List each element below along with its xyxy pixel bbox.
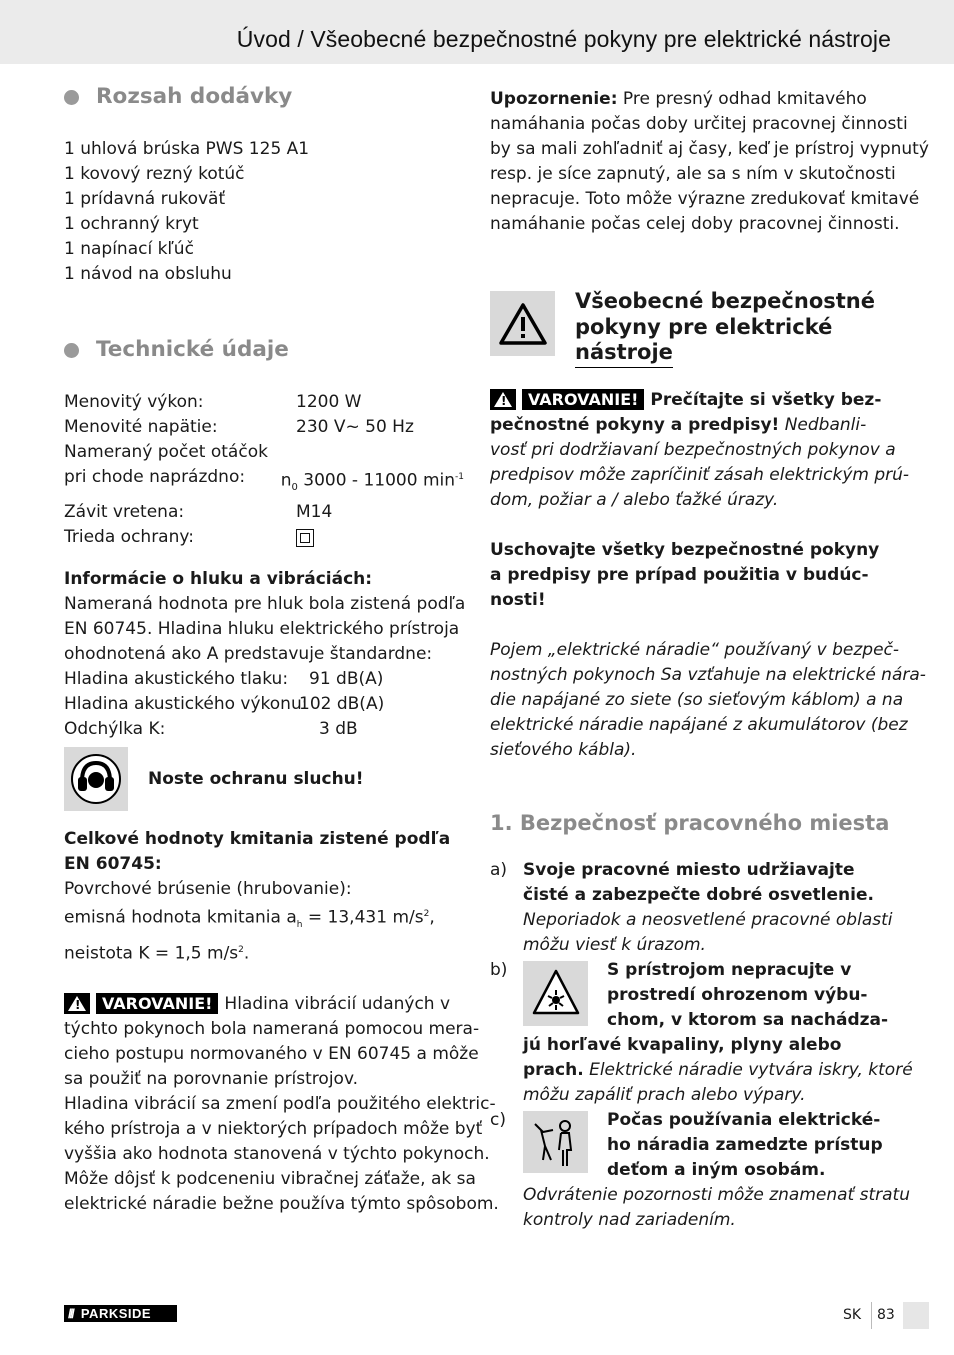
table-row: Hladina akustického tlaku: 91 dB(A) <box>64 669 384 690</box>
table-row: Menovitý výkon: 1200 W <box>64 392 362 412</box>
page-title: Úvod / Všeobecné bezpečnostné pokyny pre elektrické nástroje <box>236 26 891 52</box>
list-item: a) Svoje pracovné miesto udržiavajte čisté a zabezpečte dobré osvetlenie. Neporiadok a neosvetlené pracovné oblasti môžu viesť k úrazom. <box>490 859 893 955</box>
warning-badge: VAROVANIE! <box>96 993 218 1014</box>
explosion-hazard-icon <box>523 961 588 1026</box>
page-tab-marker <box>903 1302 929 1329</box>
tech-table <box>64 390 464 550</box>
warning-triangle-icon: ! <box>490 389 516 410</box>
list-item: b) S prístrojom nepracujte v prostredí ohrozenom výbu- chom, v ktorom sa nachádza- jú horľavé kvapaliny, plyny alebo prach. Elektrické náradie vytvára iskry, ktoré môžu zapáliť prach alebo výpary. <box>490 959 913 1105</box>
warning-badge: VAROVANIE! <box>522 389 644 410</box>
list-item: 1 napínací kľúč <box>64 239 194 259</box>
table-row: Závit vretena: M14 <box>64 502 333 523</box>
list-item: 1 návod na obsluhu <box>64 264 232 284</box>
list-item: 1 uhlová brúska PWS 125 A1 <box>64 139 310 159</box>
table-row: Trieda ochrany: <box>64 525 464 550</box>
language-code: SK <box>843 1307 862 1323</box>
divider <box>871 1302 872 1329</box>
table-row: Hladina akustického výkonu: 102 dB(A) <box>64 694 385 715</box>
left-column: Rozsah dodávky 1 uhlová brúska PWS 125 A1 1 kovový rezný kotúč 1 prídavná rukoväť 1 ochranný kryt 1 napínací kľúč 1 návod na obsluhu Technické údaje Menovitý výkon: 1200 W Menovité napätie: 230 V~ 50 Hz Nameraný počet otáčok pri chode naprázdno: $n_0$ 3000 - 11000 $\min^{-1}$ Závit vretena: M14 Trieda ochrany: Informácie o hluku a vibráciách: Nameraná hodnota pre hluk bola zistená podľa EN 60745. Hladina hluku elektrického prístroja ohodnotená ako A predstavuje štandardne: Hladina akustického tlaku: 91 dB(A) Hladina akustického výkonu: 102 dB(A) Odchýlka K: 3 dB Noste ochranu sluchu! Celkové hodnoty kmitania zistené podľa EN 60745: Povrchové brúsenie (hrubovanie): emisná hodnota kmitania $a_h = 13,431$ $m/s^2$, neistota K = 1,5 $m/s^2$. ! VAROVANIE! Hladina vibrácií udaných v týchto pokynoch bola nameraná pomocou mera- cieho postupu normovaného v EN 60745 a môže sa použiť na porovnanie prístrojov. Hladina vibrácií sa zmení podľa použitého elektric- kého prístroja a v niektorých prípadoch môže byť vyššia ako hodnota stanovená v týchto pokynoch. Môže dôjsť k podceneniu vibračnej záťaže, ak sa elektrické náradie bežne používa týmto spôsobom. <box>64 84 499 1214</box>
right-column: Upozornenie: Pre presný odhad kmitavého namáhania počas doby určitej pracovnej činnosti by sa mali zohľadniť aj časy, keď je prístroj vypnutý resp. je síce zapnutý, ale sa s ním v skutočnosti nepracuje. Toto môže výrazne zredukovať kmitavé namáhanie počas celej doby pracovnej činnosti. Všeobecné bezpečnostné pokyny pre elektrické nástroje ! VAROVANIE! Prečítajte si všetky bez- pečnostné pokyny a predpisy! Nedbanli- vosť pri dodržiavaní bezpečnostných pokynov a predpisov môže zapríčiniť zásah elektrickým prú- dom, požiar a / alebo ťažké úrazy. Uschovajte všetky bezpečnostné pokyny a predpisy pre prípad použitia v budúc- nosti! Pojem „elektrické náradie“ používaný v bezpeč- nostných pokynoch Sa vzťahuje na elektrické nára- die napájané zo siete (so sieťovým káblom) a na elektrické náradie napájané z akumulátorov (bez sieťového kábla). 1. Bezpečnosť pracovného miesta a) Svoje pracovné miesto udržiavajte čisté a zabezpečte dobré osvetlenie. Neporiadok a neosvetlené pracovné oblasti môžu viesť k úrazom. b) S prístrojom nepracujte v prostredí ohrozenom výbu- chom, v ktorom sa nachádza- jú horľavé kvapaliny, plyny alebo prach. Elektrické náradie vytvára iskry, ktoré môžu zapáliť prach alebo výpary. c) Počas používania elektrické- ho náradia zamedzte prístup deťom a iným osobám. Odvrátenie pozornosti môže znamenať stratu kontroly nad zariadením. <box>490 87 890 1233</box>
bullet-icon <box>64 90 79 105</box>
general-warning: ! VAROVANIE! Prečítajte si všetky bez- <box>490 388 890 413</box>
bullet-icon <box>64 343 79 358</box>
noise-heading: Informácie o hluku a vibráciách: <box>64 569 373 590</box>
section-heading-workplace: 1. Bezpečnosť pracovného miesta <box>490 810 890 835</box>
table-row: Nameraný počet otáčok <box>64 442 268 462</box>
hearing-protection-notice: Noste ochranu sluchu! <box>64 747 464 811</box>
vibration-warning: ! VAROVANIE! Hladina vibrácií udaných v <box>64 992 464 1017</box>
warning-triangle-icon: ! <box>64 993 90 1014</box>
page-header <box>0 0 954 64</box>
table-row: Menovité napätie: 230 V~ 50 Hz <box>64 417 414 437</box>
keep-children-away-icon <box>523 1111 588 1173</box>
table-row: Odchýlka K: 3 dB <box>64 719 358 740</box>
list-item: 1 prídavná rukoväť <box>64 189 226 209</box>
brand-logo: /// PARKSIDE <box>64 1305 177 1322</box>
warning-triangle-icon <box>490 291 555 356</box>
list-item: c) Počas používania elektrické- ho náradia zamedzte prístup deťom a iným osobám. Odvrátenie pozornosti môže znamenať stratu kontroly nad zariadením. <box>490 1109 910 1230</box>
list-item: 1 kovový rezný kotúč <box>64 164 245 184</box>
ear-protection-icon <box>64 747 128 811</box>
general-safety-heading: Všeobecné bezpečnostné pokyny pre elektrické nástroje <box>490 291 890 368</box>
section-heading-scope: Rozsah dodávky <box>64 82 464 112</box>
table-row: pri chode naprázdno: $n_0$ 3000 - 11000 $\min^{-1}$ <box>64 465 464 500</box>
page-number: 83 <box>877 1307 895 1323</box>
speed-value: $n_0$ 3000 - 11000 $\min^{-1}$ <box>280 470 464 494</box>
section-heading-tech: Technické údaje <box>64 335 464 365</box>
list-item: 1 ochranný kryt <box>64 214 199 234</box>
scope-list <box>64 137 464 287</box>
protection-class-ii-icon <box>296 529 314 547</box>
